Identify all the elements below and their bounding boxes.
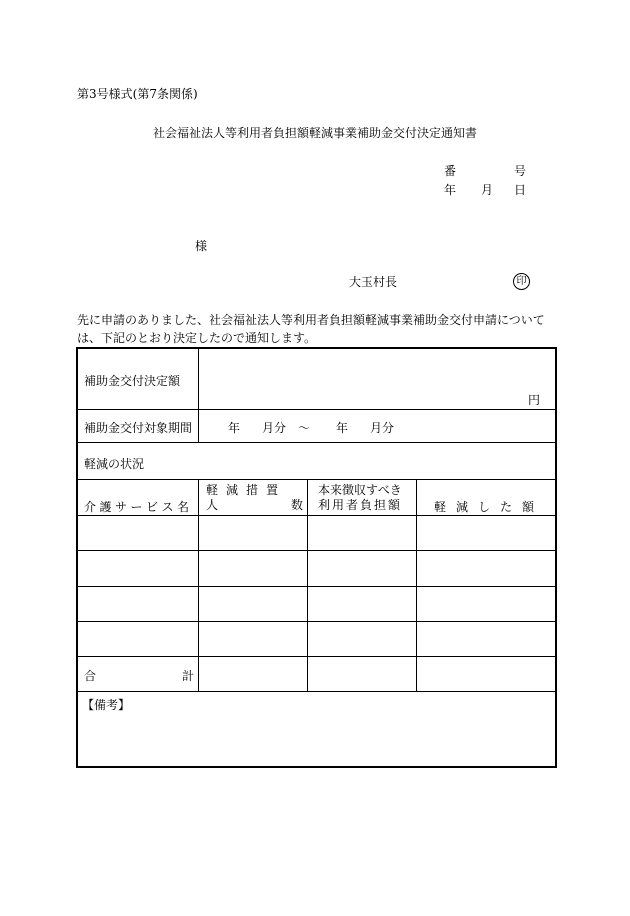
period-year-end: 年: [336, 421, 349, 435]
col-burden-line1: 本来徴収すべき: [318, 483, 402, 497]
total-label-left: 合: [84, 669, 97, 683]
document-title: 社会福祉法人等利用者負担額軽減事業補助金交付決定通知書: [152, 126, 477, 140]
period-year-start: 年: [228, 421, 241, 435]
col-reduced-amount: 軽減した額: [434, 500, 545, 514]
date-year-label: 年: [444, 183, 457, 197]
col-service-name: 介護サービス名: [84, 500, 193, 514]
document-number-suffix: 号: [514, 164, 527, 178]
col-burden-line2: 利用者負担額: [318, 498, 403, 512]
col-persons-line1: 軽減措置: [206, 483, 287, 497]
form-number-label: 第3号様式(第7条関係): [77, 87, 198, 101]
reduction-status-label: 軽減の状況: [84, 457, 145, 471]
addressee-honorific: 様: [195, 239, 208, 253]
period-month-end: 月分: [370, 421, 395, 435]
col-persons-line2-right: 数: [291, 498, 304, 512]
yen-unit: 円: [528, 393, 541, 407]
remarks-label: 【備考】: [82, 698, 131, 712]
decision-amount-label: 補助金交付決定額: [84, 374, 181, 388]
decision-table: [76, 347, 557, 768]
period-month-start: 月分: [262, 421, 287, 435]
sender-name: 大玉村長: [349, 275, 398, 289]
col-persons-line2-left: 人: [206, 498, 219, 512]
period-label: 補助金交付対象期間: [84, 421, 193, 435]
period-tilde: ～: [298, 421, 311, 435]
document-number-label: 番: [444, 164, 457, 178]
seal-mark: 印: [513, 273, 530, 290]
date-day-label: 日: [514, 183, 527, 197]
total-label-right: 計: [182, 669, 195, 683]
notice-body-text: 先に申請のありました、社会福祉法人等利用者負担額軽減事業補助金交付申請については、下記のとおり決定したので通知します。: [77, 313, 545, 345]
date-month-label: 月: [481, 183, 494, 197]
